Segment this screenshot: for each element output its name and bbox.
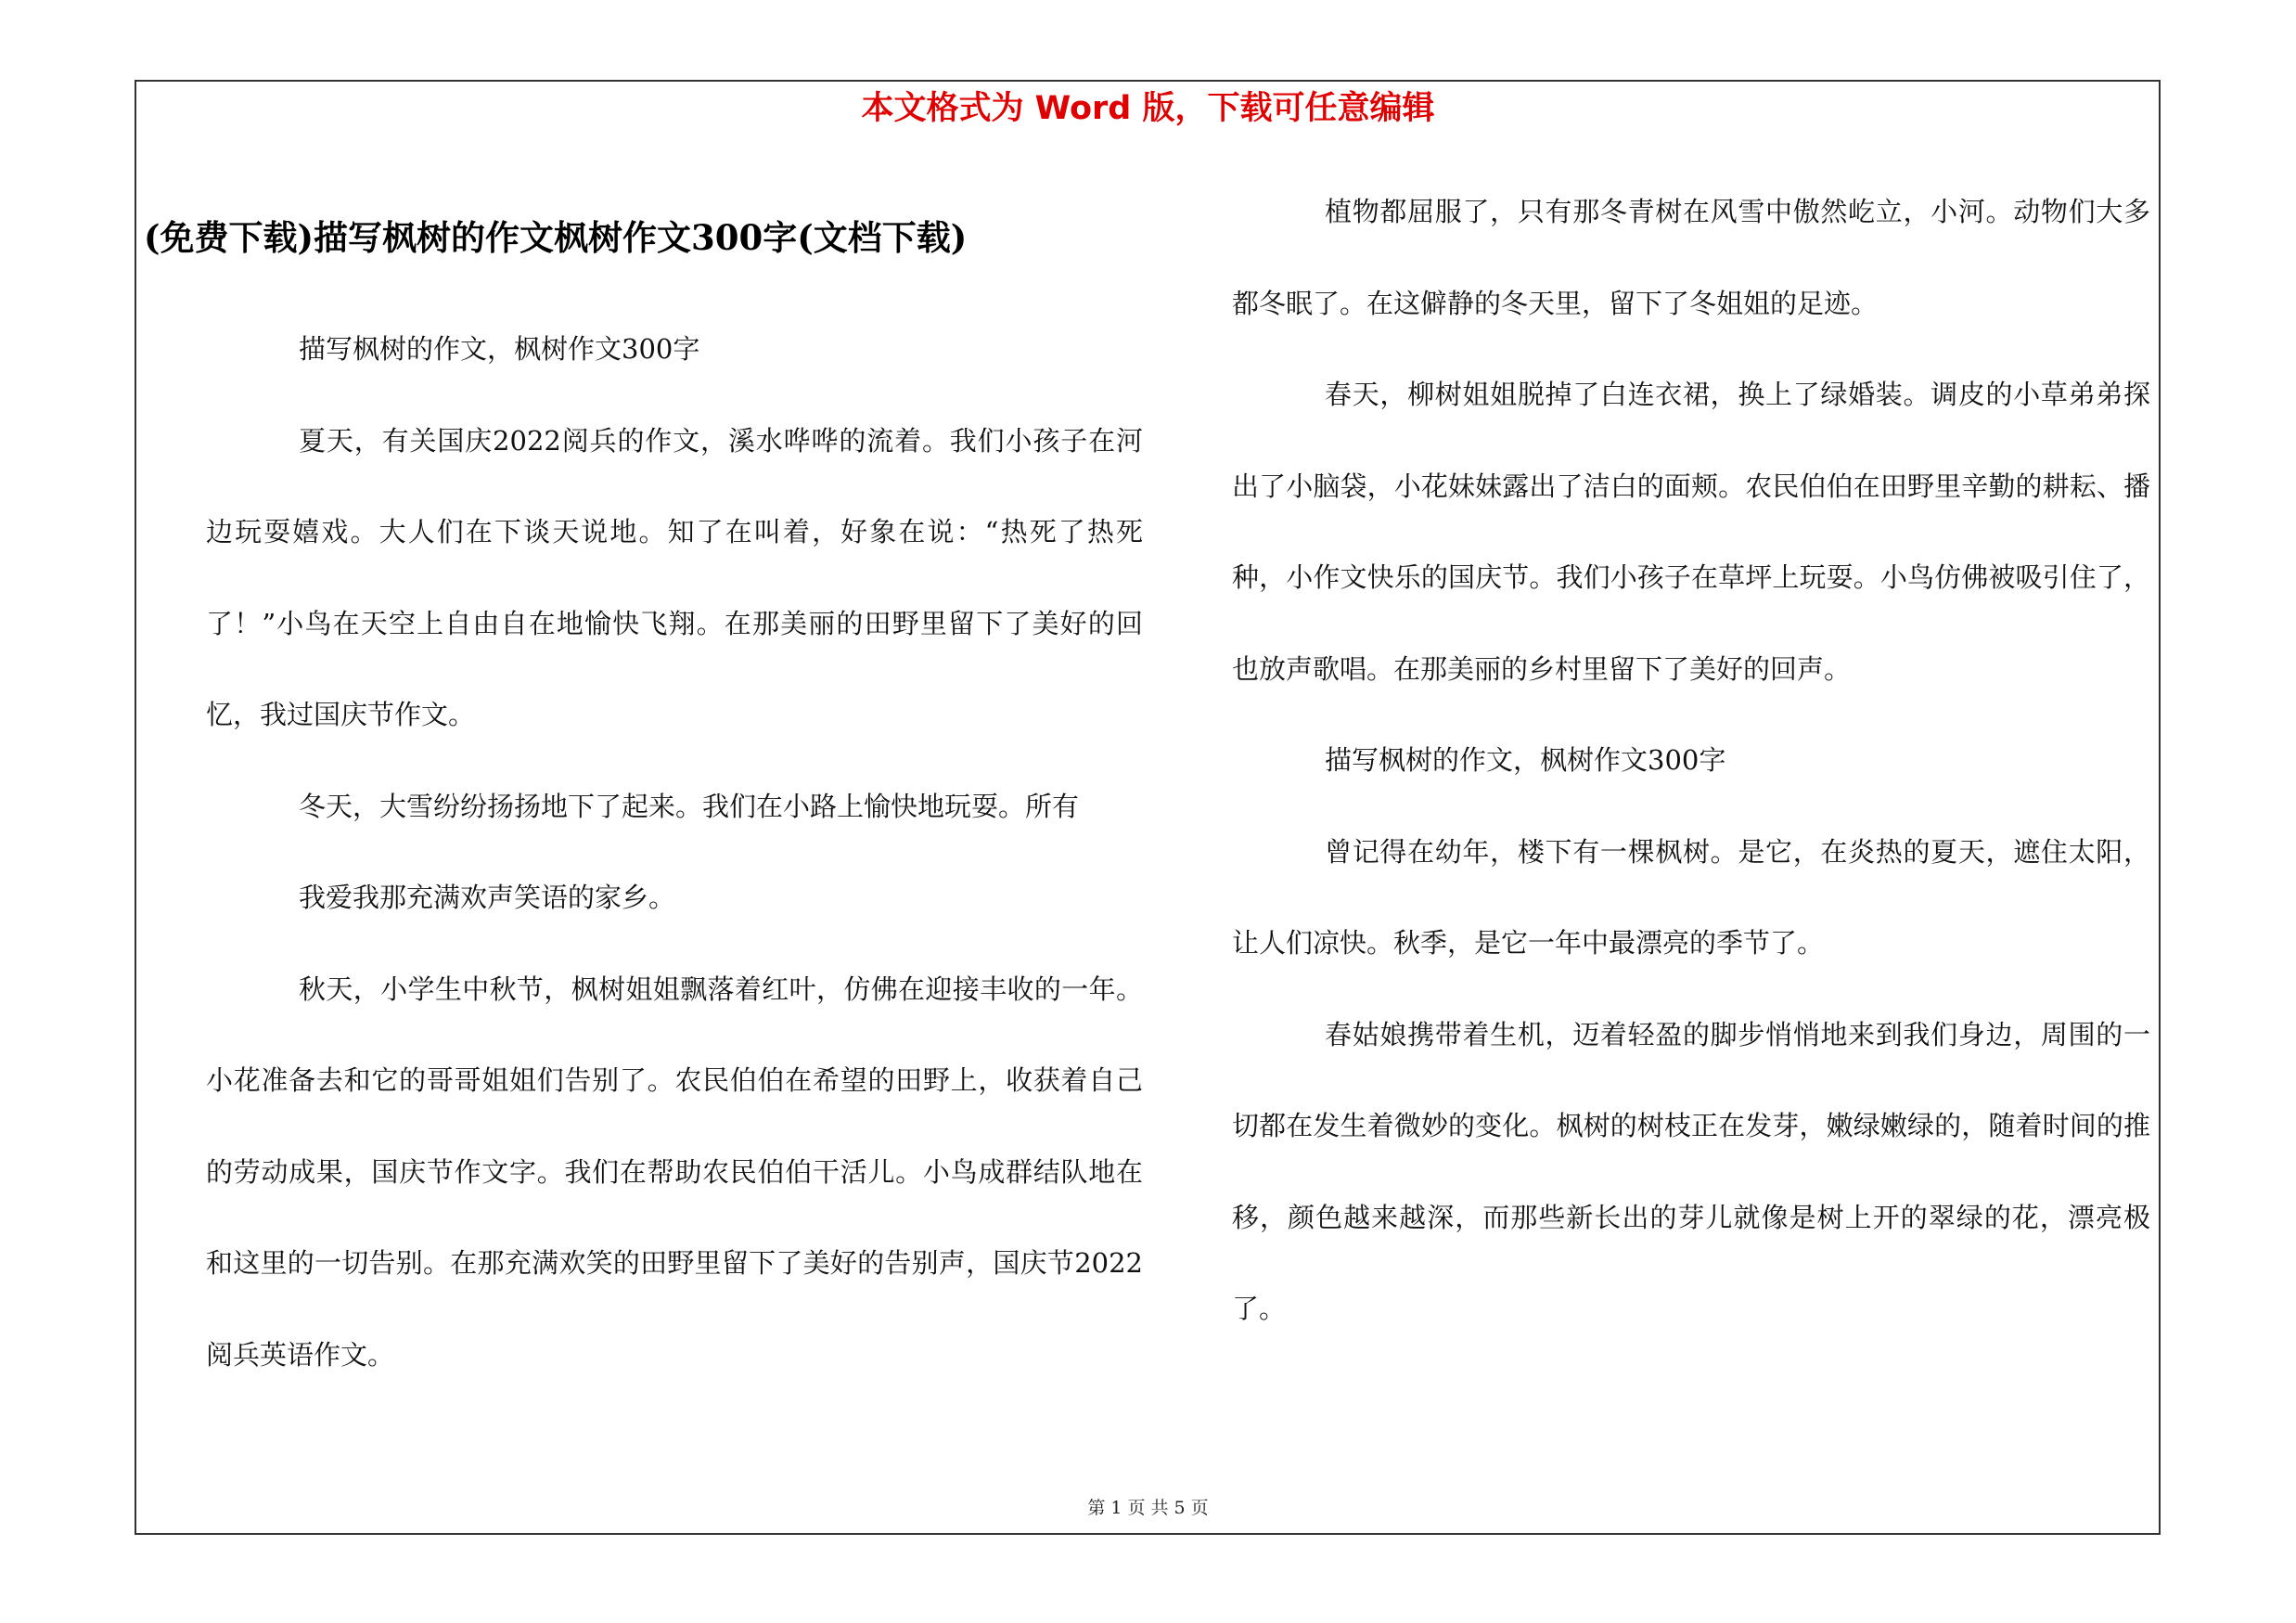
paragraph: 春姑娘携带着生机，迈着轻盈的脚步悄悄地来到我们身边，周围的一切都在发生着微妙的变化。枫树的树枝正在发芽，嫩绿嫩绿的，随着时间的推移，颜色越来越深，而那些新长出的芽儿就像是树上开的翠绿的花，漂亮极了。: [1232, 1018, 2150, 1324]
left-column: [206, 303, 1143, 1400]
paragraph: 秋天，小学生中秋节，枫树姐姐飘落着红叶，仿佛在迎接丰收的一年。小花准备去和它的哥哥姐姐们告别了。农民伯伯在希望的田野上，收获着自己的劳动成果，国庆节作文字。我们在帮助农民伯伯干活儿。小鸟成群结队地在和这里的一切告别。在那充满欢笑的田野里留下了美好的告别声，国庆节2022阅兵英语作文。: [206, 973, 1143, 1371]
word-format-banner: 本文格式为 Word 版，下载可任意编辑: [861, 90, 1435, 127]
paragraph: 描写枫树的作文，枫树作文300字: [299, 333, 700, 365]
paragraph: 我爱我那充满欢声笑语的家乡。: [299, 882, 676, 913]
paragraph: 植物都屈服了，只有那冬青树在风雪中傲然屹立，小河。动物们大多都冬眠了。在这僻静的冬天里，留下了冬姐姐的足迹。: [1232, 196, 2150, 319]
right-column: [1232, 166, 2150, 1355]
paragraph: 冬天，大雪纷纷扬扬地下了起来。我们在小路上愉快地玩耍。所有: [299, 790, 1080, 822]
paragraph: 描写枫树的作文，枫树作文300字: [1325, 744, 1726, 776]
page-number-footer: 第 1 页 共 5 页: [1087, 1498, 1209, 1518]
paragraph: 春天，柳树姐姐脱掉了白连衣裙，换上了绿婚装。调皮的小草弟弟探出了小脑袋，小花妹妹露出了洁白的面颊。农民伯伯在田野里辛勤的耕耘、播种，小作文快乐的国庆节。我们小孩子在草坪上玩耍。小鸟仿佛被吸引住了，也放声歌唱。在那美丽的乡村里留下了美好的回声。: [1232, 379, 2150, 685]
document-title: (免费下载)描写枫树的作文枫树作文300字(文档下载): [144, 217, 968, 258]
paragraph: 夏天，有关国庆2022阅兵的作文，溪水哗哗的流着。我们小孩子在河边玩耍嬉戏。大人们在下谈天说地。知了在叫着，好象在说：“热死了热死了！”小鸟在天空上自由自在地愉快飞翔。在那美丽的田野里留下了美好的回忆，我过国庆节作文。: [206, 424, 1143, 730]
paragraph: 曾记得在幼年，楼下有一棵枫树。是它，在炎热的夏天，遮住太阳，让人们凉快。秋季，是它一年中最漂亮的季节了。: [1232, 835, 2150, 959]
